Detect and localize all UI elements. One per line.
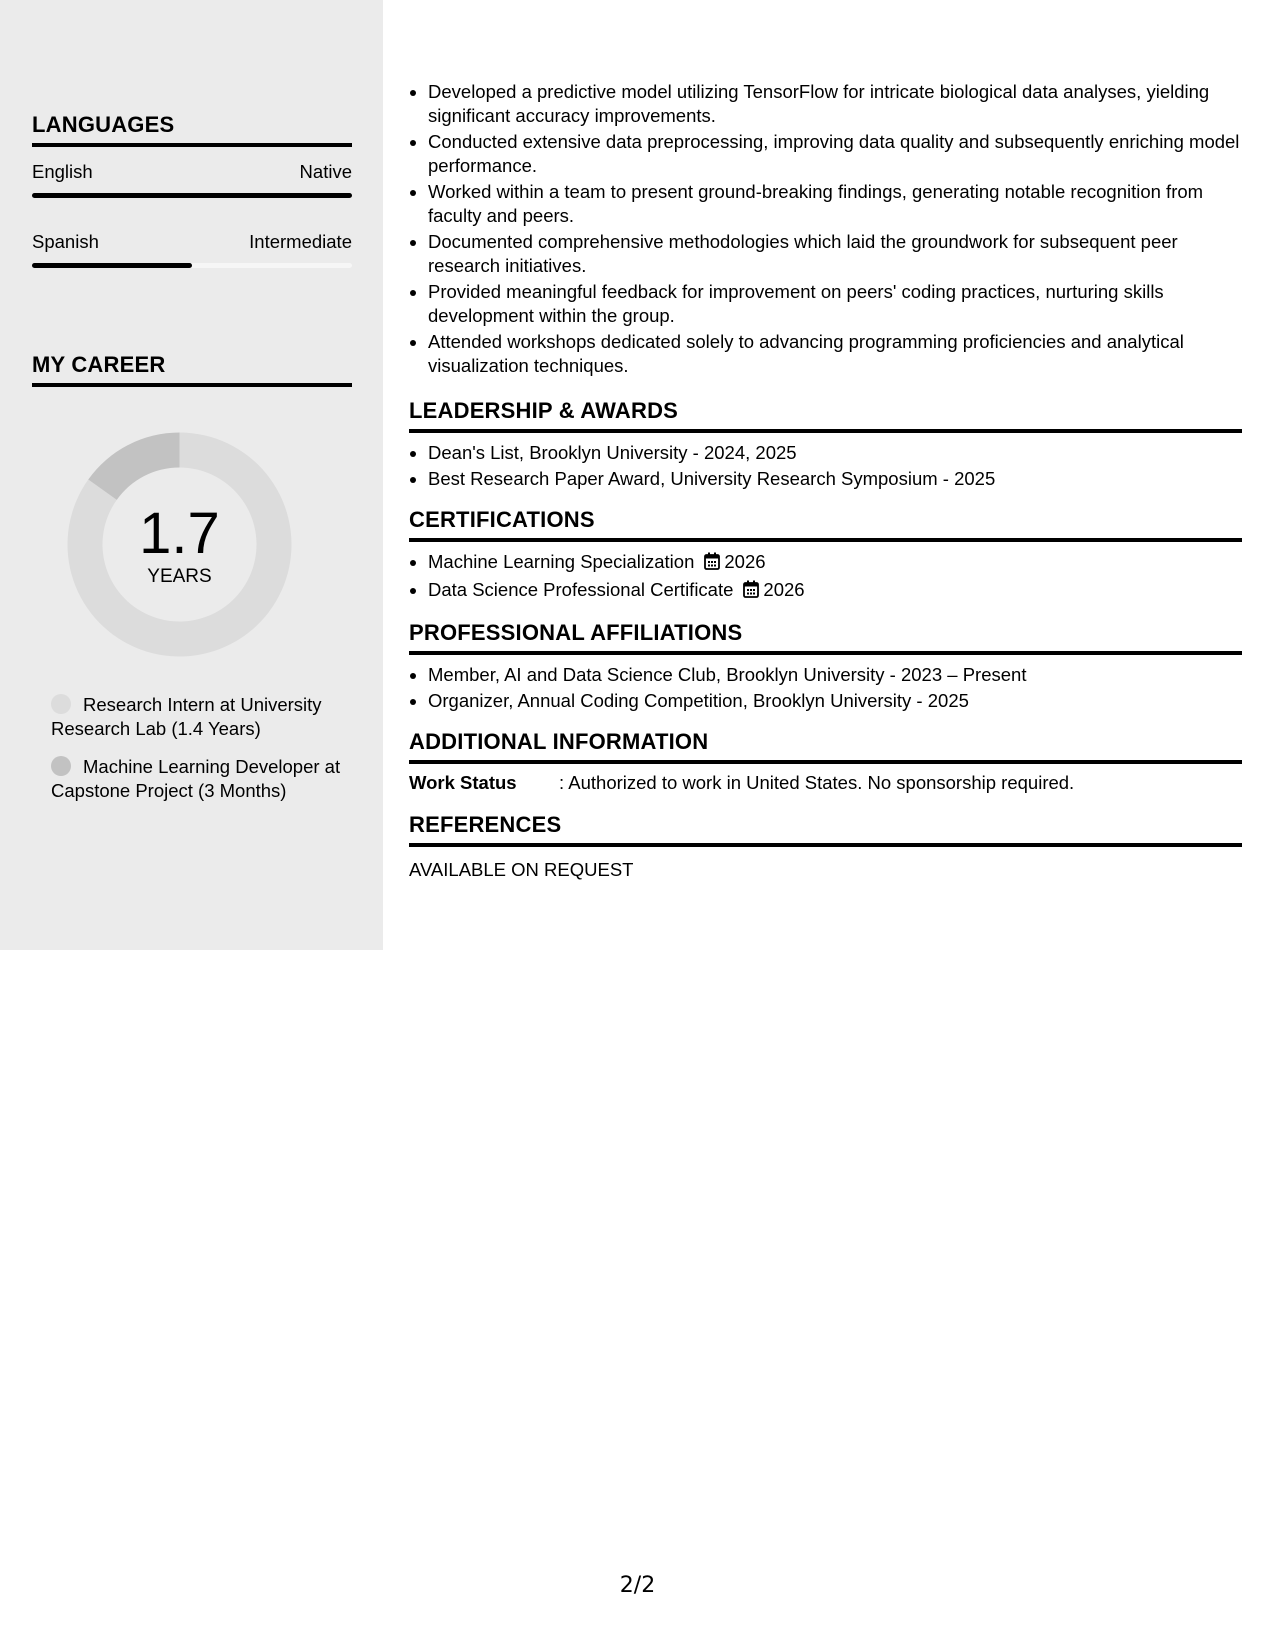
page-number: 2/2 bbox=[619, 1573, 656, 1598]
references-text: AVAILABLE ON REQUEST bbox=[409, 859, 634, 880]
list-item bbox=[428, 578, 1242, 604]
career-donut-chart bbox=[67, 432, 292, 657]
calendar-icon bbox=[743, 580, 759, 604]
certification-name: Data Science Professional Certificate bbox=[428, 579, 734, 600]
language-row-spanish bbox=[32, 231, 352, 253]
list-item: • Attended workshops dedicated solely to advancing programming proficiencies and analytical visualization techniques. bbox=[428, 330, 1242, 378]
career-legend-item-1 bbox=[51, 693, 341, 741]
language-name: English bbox=[32, 161, 93, 182]
career-total-years: 1.7 bbox=[139, 501, 220, 566]
language-row-english bbox=[32, 161, 352, 183]
donut-center bbox=[67, 432, 292, 657]
affiliations-list bbox=[409, 663, 1242, 713]
legend-dot bbox=[51, 694, 71, 714]
career-total-unit: YEARS bbox=[147, 566, 212, 587]
language-name: Spanish bbox=[32, 231, 99, 252]
additional-info-heading: ADDITIONAL INFORMATION bbox=[409, 729, 1242, 764]
language-bar-english bbox=[32, 193, 352, 198]
certification-year: 2026 bbox=[763, 579, 805, 600]
list-item: • Best Research Paper Award, University Research Symposium - 2025 bbox=[428, 467, 1242, 491]
list-item: • Worked within a team to present ground-breaking findings, generating notable recognition from faculty and peers. bbox=[428, 180, 1242, 228]
calendar-icon bbox=[704, 552, 720, 576]
work-status-row bbox=[409, 772, 1242, 794]
experience-bullet-list bbox=[409, 80, 1242, 378]
sidebar bbox=[0, 0, 383, 950]
career-legend-item-2 bbox=[51, 755, 341, 803]
leadership-list bbox=[409, 441, 1242, 491]
legend-label: Machine Learning Developer at Capstone Project (3 Months) bbox=[51, 756, 341, 801]
list-item: • Provided meaningful feedback for improvement on peers' coding practices, nurturing skills development within the group. bbox=[428, 280, 1242, 328]
language-bar-spanish bbox=[32, 263, 352, 268]
list-item bbox=[428, 550, 1242, 576]
language-bar-fill bbox=[32, 193, 352, 198]
list-item: • Member, AI and Data Science Club, Brooklyn University - 2023 – Present bbox=[428, 663, 1242, 687]
languages-section bbox=[32, 112, 352, 268]
work-status-label: Work Status bbox=[409, 772, 517, 793]
language-bar-fill bbox=[32, 263, 192, 268]
career-heading: MY CAREER bbox=[32, 352, 352, 387]
references-heading: REFERENCES bbox=[409, 812, 1242, 847]
certification-name: Machine Learning Specialization bbox=[428, 551, 695, 572]
work-status-value: : Authorized to work in United States. No sponsorship required. bbox=[559, 772, 1075, 793]
certifications-heading: CERTIFICATIONS bbox=[409, 507, 1242, 542]
language-level: Intermediate bbox=[249, 231, 352, 252]
list-item: • Conducted extensive data preprocessing, improving data quality and subsequently enriching model performance. bbox=[428, 130, 1242, 178]
list-item: • Developed a predictive model utilizing TensorFlow for intricate biological data analyses, yielding significant accuracy improvements. bbox=[428, 80, 1242, 128]
languages-heading: LANGUAGES bbox=[32, 112, 352, 147]
leadership-heading: LEADERSHIP & AWARDS bbox=[409, 398, 1242, 433]
legend-label: Research Intern at University Research Lab (1.4 Years) bbox=[51, 694, 322, 739]
career-section bbox=[32, 352, 352, 387]
main-content bbox=[409, 80, 1242, 881]
list-item: • Documented comprehensive methodologies which laid the groundwork for subsequent peer research initiatives. bbox=[428, 230, 1242, 278]
language-level: Native bbox=[299, 161, 352, 182]
certification-year: 2026 bbox=[724, 551, 766, 572]
list-item: • Dean's List, Brooklyn University - 2024, 2025 bbox=[428, 441, 1242, 465]
affiliations-heading: PROFESSIONAL AFFILIATIONS bbox=[409, 620, 1242, 655]
certifications-list bbox=[409, 550, 1242, 604]
legend-dot bbox=[51, 756, 71, 776]
list-item: • Organizer, Annual Coding Competition, Brooklyn University - 2025 bbox=[428, 689, 1242, 713]
